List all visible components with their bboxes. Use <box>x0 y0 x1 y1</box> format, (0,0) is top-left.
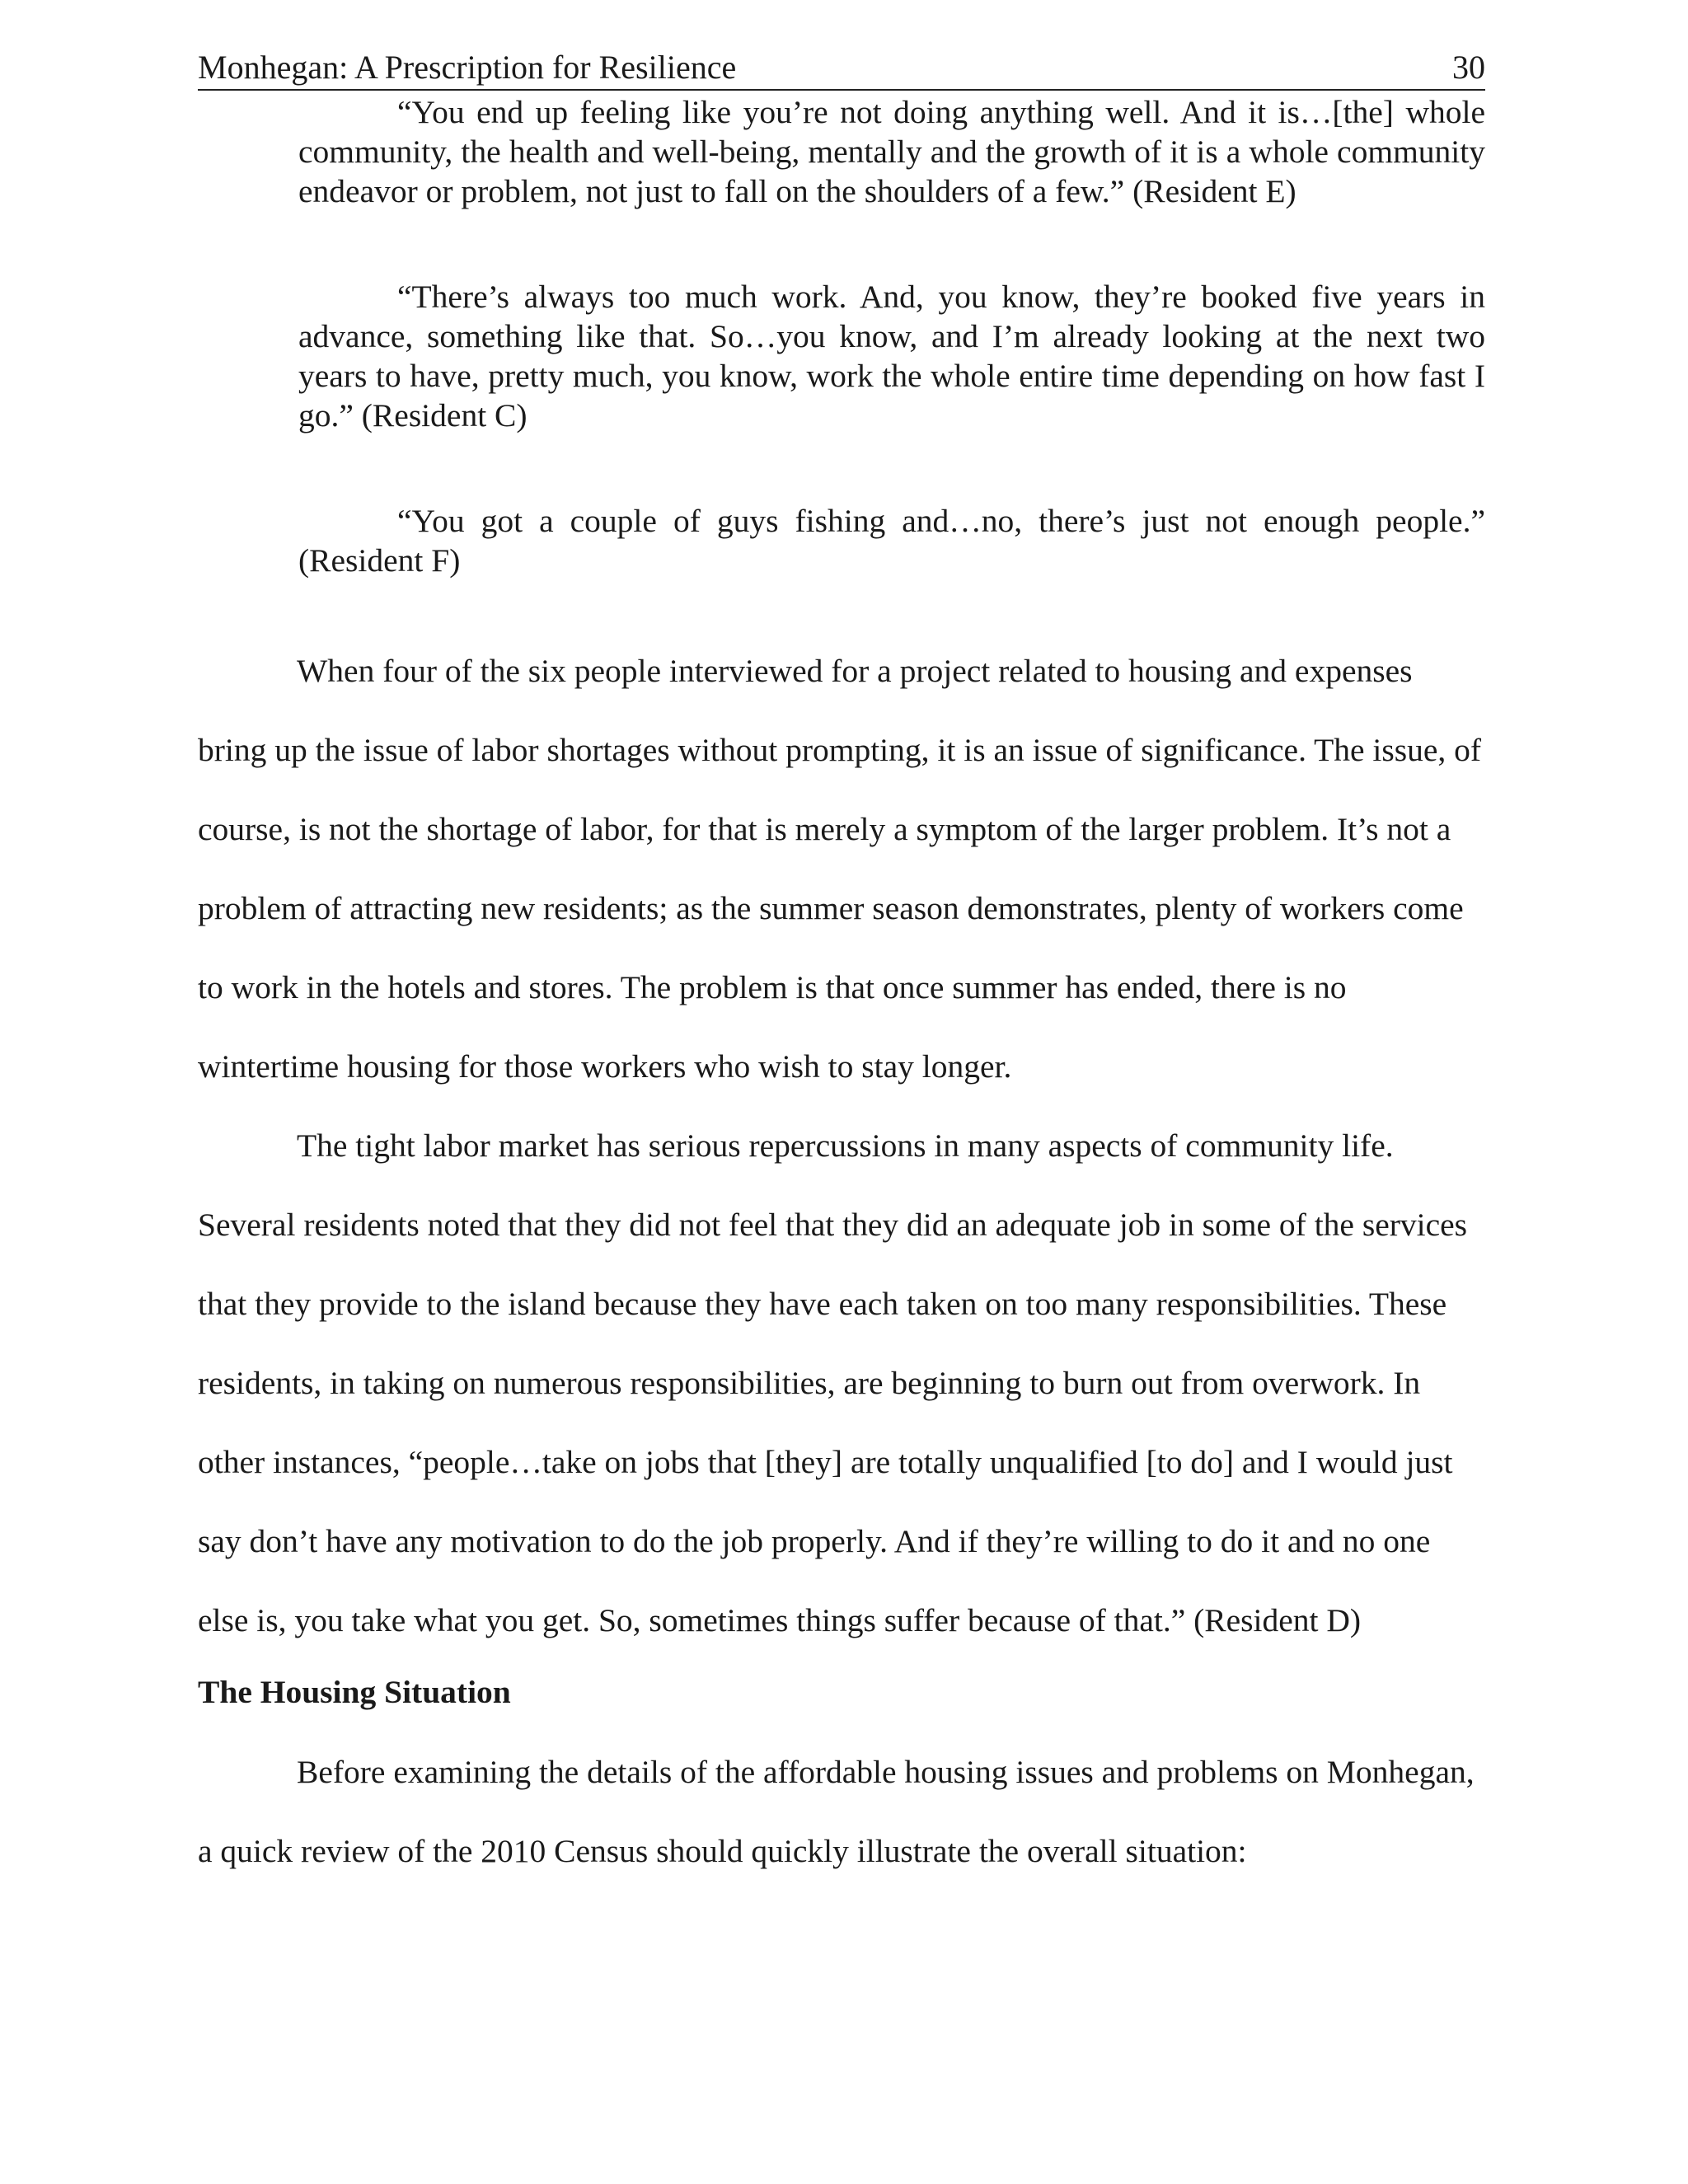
block-quote-resident-f: “You got a couple of guys fishing and…no, there’s just not enough people.” (Resident F) <box>298 503 1485 579</box>
body-paragraph-census: Before examining the details of the affordable housing issues and problems on Monhegan, a quick review of the 2010 Census should quickly illustrate the overall situation: <box>198 1754 1475 1869</box>
running-title: Monhegan: A Prescription for Resilience <box>198 49 737 86</box>
block-quote-resident-c: “There’s always too much work. And, you know, they’re booked five years in advance, something like that. So…you know, and I’m already looking at the next two years to have, pretty much, you know, work the whole entire time depending on how fast I go.” (Resident C) <box>298 279 1485 434</box>
body-paragraph-labor-shortage: When four of the six people interviewed for a project related to housing and expenses bring up the issue of labor shortages without prompting, it is an issue of significance. The issue, of course, is not the shortage of labor, for that is merely a symptom of the larger problem. It’s not a problem of attracting new residents; as the summer season demonstrates, plenty of workers come to work in the hotels and stores. The problem is that once summer has ended, there is no wintertime housing for those workers who wish to stay longer. <box>198 653 1482 1085</box>
section-body <box>198 1732 1485 1891</box>
page-header <box>198 46 1485 91</box>
block-quote-resident-e: “You end up feeling like you’re not doing anything well. And it is…[the] whole community, the health and well-being, mentally and the growth of it is a whole community endeavor or problem, not just to fall on the shoulders of a few.” (Resident E) <box>298 94 1485 209</box>
page-number: 30 <box>1452 49 1485 86</box>
body-paragraph-labor-market: The tight labor market has serious repercussions in many aspects of community life. Several residents noted that they did not feel that they did an adequate job in some of the services that they provide to the island because they have each taken on too many responsibilities. These residents, in taking on numerous responsibilities, are beginning to burn out from overwork. In other instances, “people…take on jobs that [they] are totally unqualified [to do] and I would just say don’t have any motivation to do the job properly. And if they’re willing to do it and no one else is, you take what you get. So, sometimes things suffer because of that.” (Resident D) <box>198 1127 1468 1638</box>
body-section <box>198 631 1485 1660</box>
section-heading: The Housing Situation <box>198 1674 511 1710</box>
